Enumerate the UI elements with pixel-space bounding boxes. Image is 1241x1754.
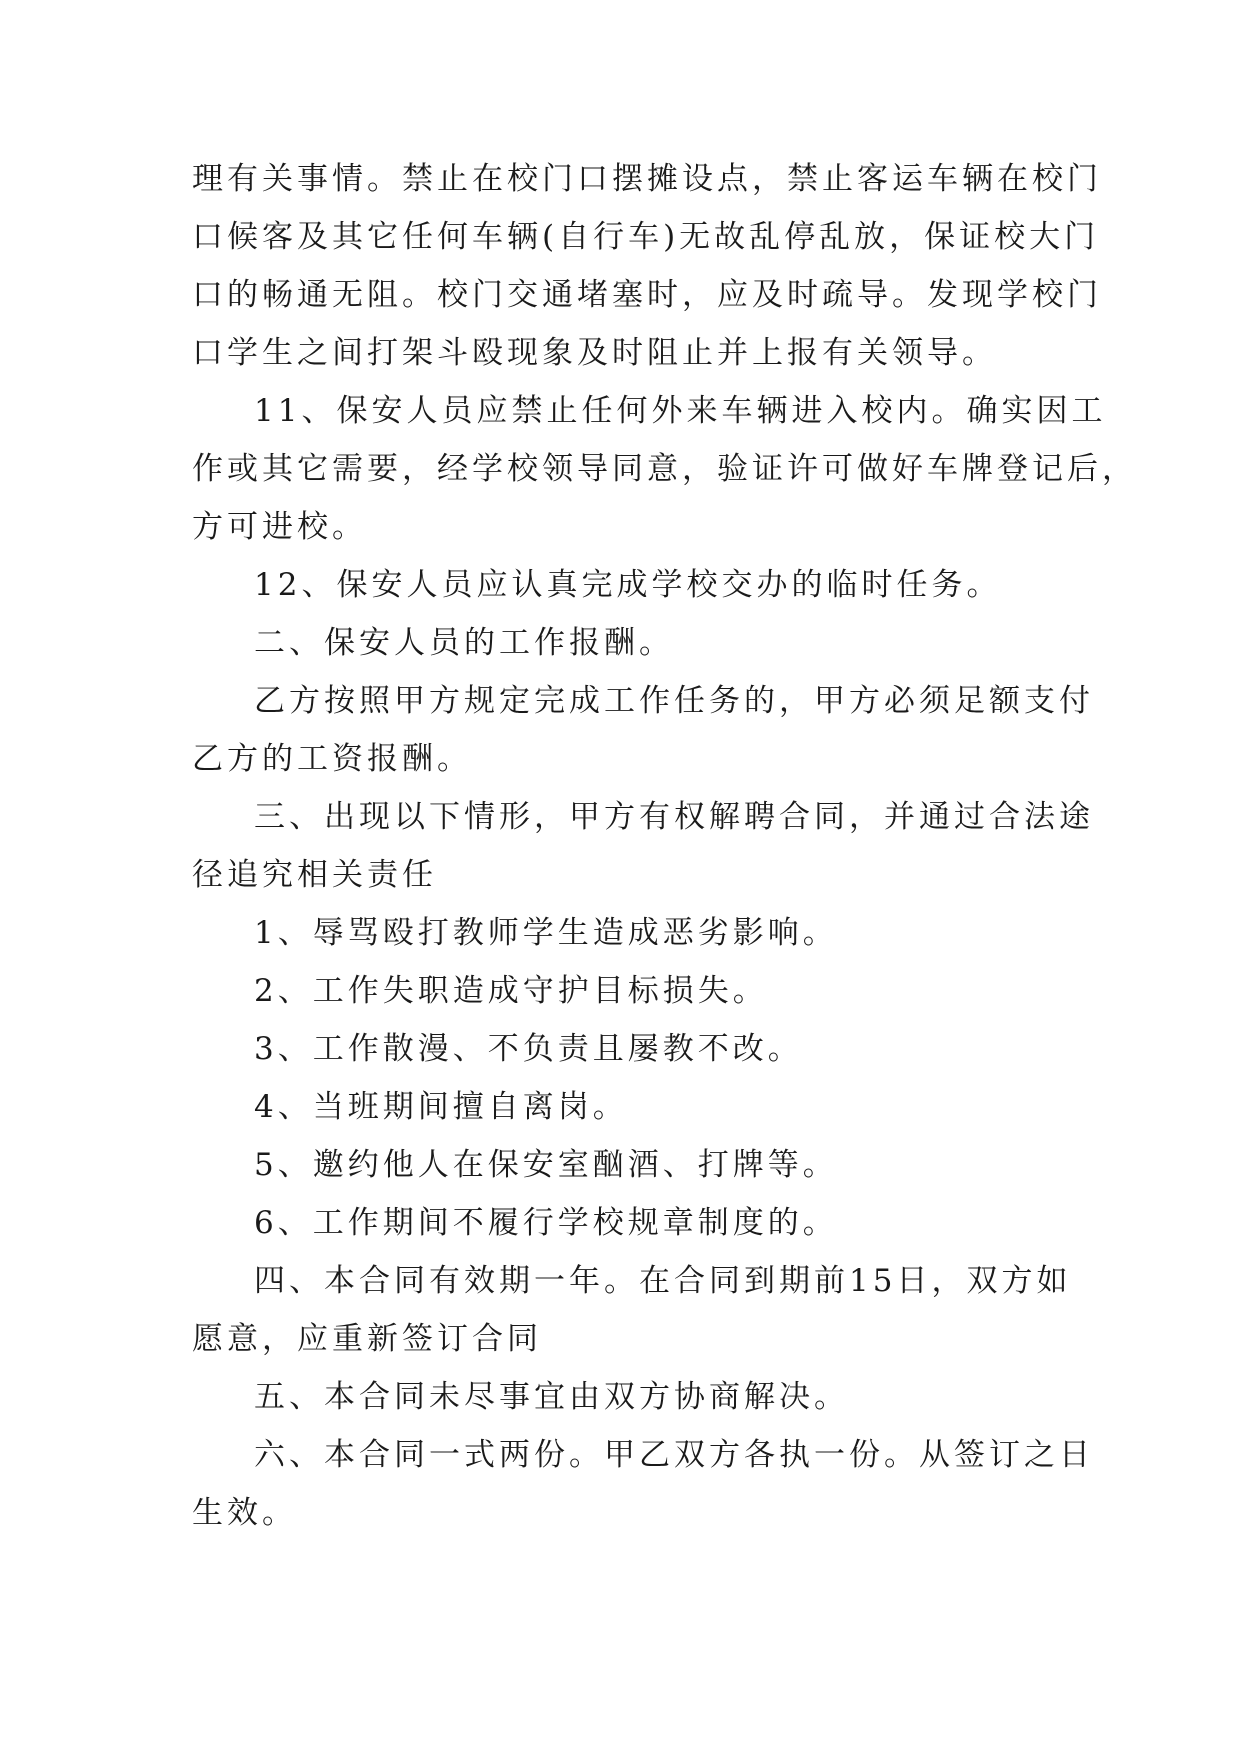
text-line: 理有关事情。禁止在校门口摆摊设点，禁止客运车辆在校门 [192, 161, 1102, 197]
text-line: 乙方的工资报酬。 [192, 741, 472, 777]
list-item: 1、辱骂殴打教师学生造成恶劣影响。 [254, 915, 838, 951]
list-item: 4、当班期间擅自离岗。 [254, 1089, 628, 1125]
text-line: 11、保安人员应禁止任何外来车辆进入校内。确实因工 [254, 393, 1107, 429]
section-heading: 四、本合同有效期一年。在合同到期前15日，双方如 [254, 1263, 1072, 1299]
section-heading: 六、本合同一式两份。甲乙双方各执一份。从签订之日 [254, 1437, 1094, 1473]
text-line: 愿意，应重新签订合同 [192, 1321, 542, 1357]
section-heading: 五、本合同未尽事宜由双方协商解决。 [254, 1379, 849, 1415]
list-item: 2、工作失职造成守护目标损失。 [254, 973, 768, 1009]
text-line: 生效。 [192, 1495, 297, 1531]
text-line: 径追究相关责任 [192, 857, 437, 893]
text-line: 口学生之间打架斗殴现象及时阻止并上报有关领导。 [192, 335, 997, 371]
list-item: 5、邀约他人在保安室酗酒、打牌等。 [254, 1147, 838, 1183]
document-page [192, 150, 1137, 1542]
text-line: 方可进校。 [192, 509, 367, 545]
section-heading: 二、保安人员的工作报酬。 [254, 625, 674, 661]
text-line: 12、保安人员应认真完成学校交办的临时任务。 [254, 567, 1002, 603]
text-line: 口候客及其它任何车辆(自行车)无故乱停乱放，保证校大门 [192, 219, 1100, 255]
list-item: 6、工作期间不履行学校规章制度的。 [254, 1205, 838, 1241]
text-line: 作或其它需要，经学校领导同意，验证许可做好车牌登记后， [192, 451, 1137, 487]
text-line: 乙方按照甲方规定完成工作任务的，甲方必须足额支付 [254, 683, 1094, 719]
text-line: 口的畅通无阻。校门交通堵塞时，应及时疏导。发现学校门 [192, 277, 1102, 313]
section-heading: 三、出现以下情形，甲方有权解聘合同，并通过合法途 [254, 799, 1094, 835]
list-item: 3、工作散漫、不负责且屡教不改。 [254, 1031, 803, 1067]
